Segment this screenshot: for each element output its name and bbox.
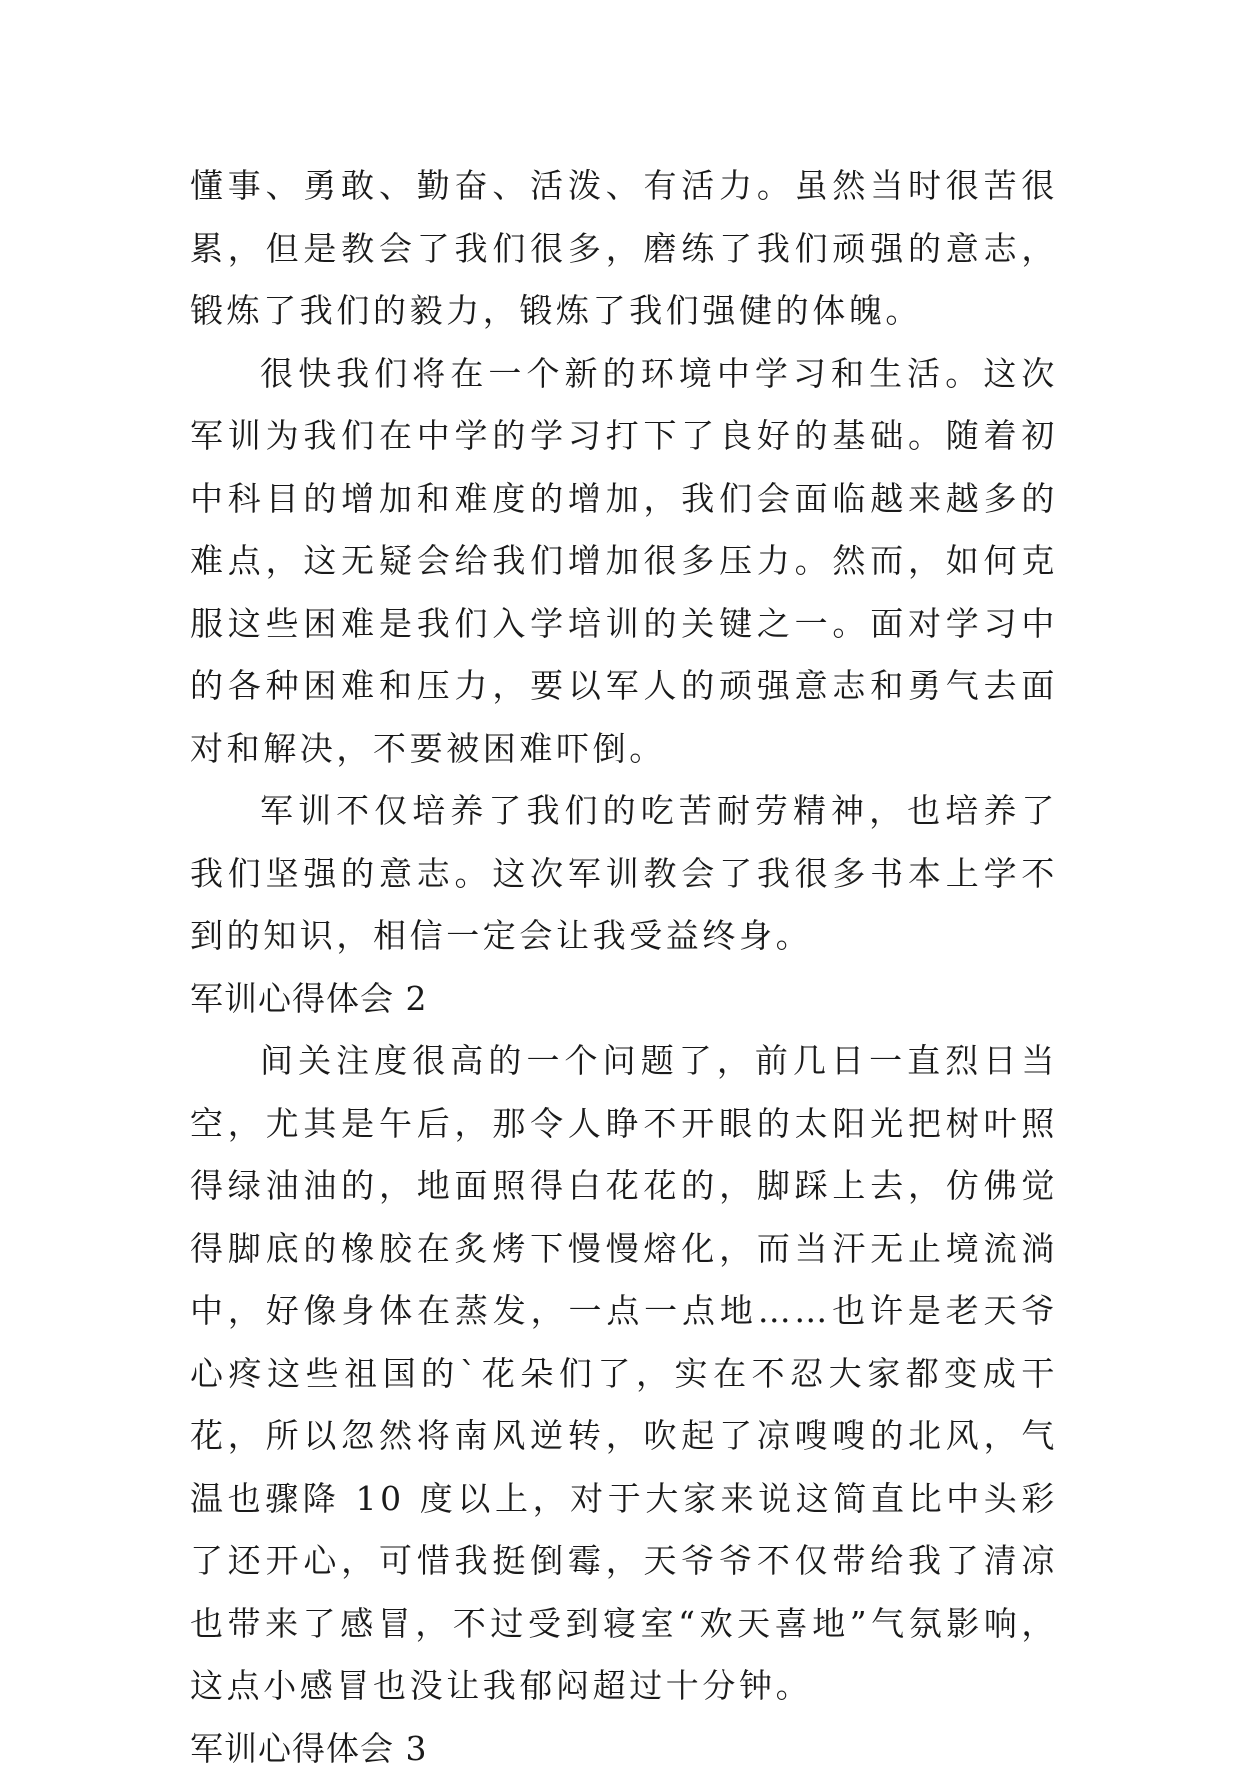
section-heading-3: 军训心得体会 3 (190, 1718, 1058, 1780)
document-body (190, 155, 1058, 1780)
section-heading-2: 军训心得体会 2 (190, 968, 1058, 1031)
paragraph-new-environment: 很快我们将在一个新的环境中学习和生活。这次军训为我们在中学的学习打下了良好的基础。随着初中科目的增加和难度的增加，我们会面临越来越多的难点，这无疑会给我们增加很多压力。然而，如何克服这些困难是我们入学培训的关键之一。面对学习中的各种困难和压力，要以军人的顽强意志和勇气去面对和解决，不要被困难吓倒。 (190, 343, 1058, 781)
paragraph-military-training-benefits: 军训不仅培养了我们的吃苦耐劳精神，也培养了我们坚强的意志。这次军训教会了我很多书本上学不到的知识，相信一定会让我受益终身。 (190, 780, 1058, 968)
paragraph-continued: 懂事、勇敢、勤奋、活泼、有活力。虽然当时很苦很累，但是教会了我们很多，磨练了我们顽强的意志，锻炼了我们的毅力，锻炼了我们强健的体魄。 (190, 155, 1058, 343)
paragraph-weather-story: 间关注度很高的一个问题了，前几日一直烈日当空，尤其是午后，那令人睁不开眼的太阳光把树叶照得绿油油的，地面照得白花花的，脚踩上去，仿佛觉得脚底的橡胶在炙烤下慢慢熔化，而当汗无止境流淌中，好像身体在蒸发，一点一点地……也许是老天爷心疼这些祖国的`花朵们了，实在不忍大家都变成干花，所以忽然将南风逆转，吹起了凉嗖嗖的北风，气温也骤降 10 度以上，对于大家来说这简直比中头彩了还开心，可惜我挺倒霉，天爷爷不仅带给我了清凉也带来了感冒，不过受到寝室“欢天喜地”气氛影响，这点小感冒也没让我郁闷超过十分钟。 (190, 1030, 1058, 1718)
